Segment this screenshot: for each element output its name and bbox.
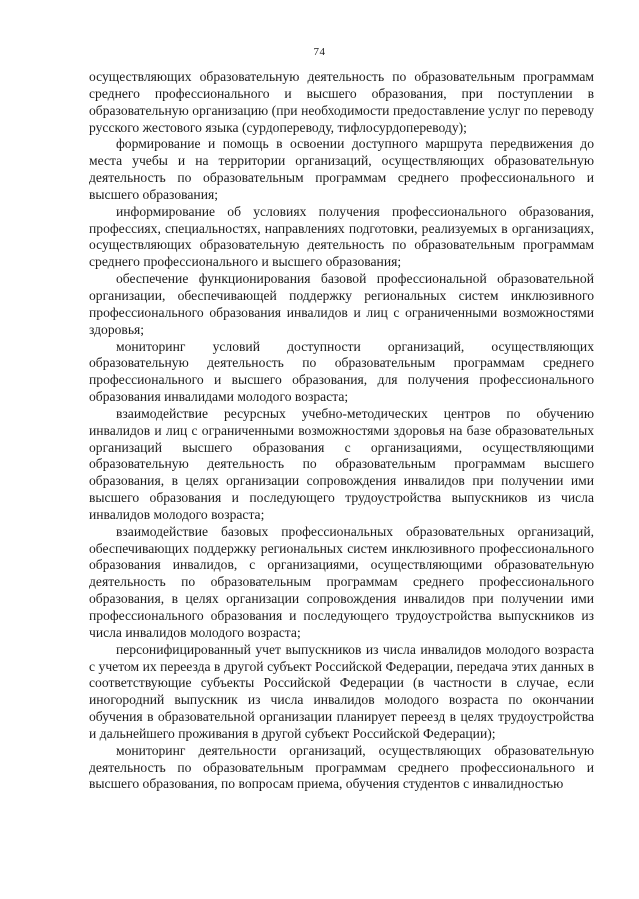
page-number: 74	[313, 46, 326, 58]
paragraph-personified-accounting: персонифицированный учет выпускников из числа инвалидов молодого возраста с учетом их переезда в другой субъект Российской Федерации, передача этих данных в соответствующие субъекты Российской Федерации (в частности в случае, если иногородний выпускник из числа инвалидов молодого возраста по окончании обучения в образовательной организации планирует переезд в целях трудоустройства и дальнейшего проживания в другой субъект Российской Федерации);	[89, 641, 594, 741]
paragraph-base-organization: обеспечение функционирования базовой профессиональной образовательной организации, обеспечивающей поддержку региональных систем инклюзивного профессионального образования инвалидов и лиц с ограниченными возможностями здоровья;	[89, 271, 594, 337]
paragraph-activity-monitoring: мониторинг деятельности организаций, осуществляющих образовательную деятельность по образовательным программам среднего профессионального и высшего образования, по вопросам приема, обучения студентов с инвалидностью	[89, 742, 594, 792]
paragraph-informing: информирование об условиях получения профессионального образования, профессиях, специальностях, направлениях подготовки, реализуемых в организациях, осуществляющих образовательную деятельность по образовательным программам среднего профессионального и высшего образования;	[89, 203, 594, 270]
paragraph-accessibility-monitoring: мониторинг условий доступности организаций, осуществляющих образовательную деятельность по образовательным программам среднего профессионального и высшего образования, для получения профессионального образования инвалидами молодого возраста;	[89, 338, 594, 405]
paragraph-route-formation: формирование и помощь в освоении доступного маршрута передвижения до места учебы и на территории организаций, осуществляющих образовательную деятельность по образовательным программам среднего профессионального и высшего образования;	[89, 136, 594, 202]
document-body	[89, 69, 594, 793]
paragraph-continuation: осуществляющих образовательную деятельность по образовательным программам среднего профессионального и высшего образования, при поступлении в образовательную организацию (при необходимости предоставление услуг по переводу русского жестового языка (сурдопереводу, тифлосурдопереводу);	[89, 69, 594, 135]
paragraph-resource-centers: взаимодействие ресурсных учебно-методических центров по обучению инвалидов и лиц с ограниченными возможностями здоровья на базе образовательных организаций высшего образования с организациями, осуществляющими образовательную деятельность по образовательным программам высшего образования, в целях организации сопровождения инвалидов при получении ими высшего образования и последующего трудоустройства выпускников из числа инвалидов молодого возраста;	[89, 405, 594, 522]
paragraph-base-organizations-interaction: взаимодействие базовых профессиональных образовательных организаций, обеспечивающих поддержку региональных систем инклюзивного профессионального образования инвалидов, с организациями, осуществляющими образовательную деятельность по образовательным программам среднего профессионального образования, в целях организации сопровождения инвалидов при получении ими профессионального образования и последующего трудоустройства выпускников из числа инвалидов молодого возраста;	[89, 523, 594, 640]
